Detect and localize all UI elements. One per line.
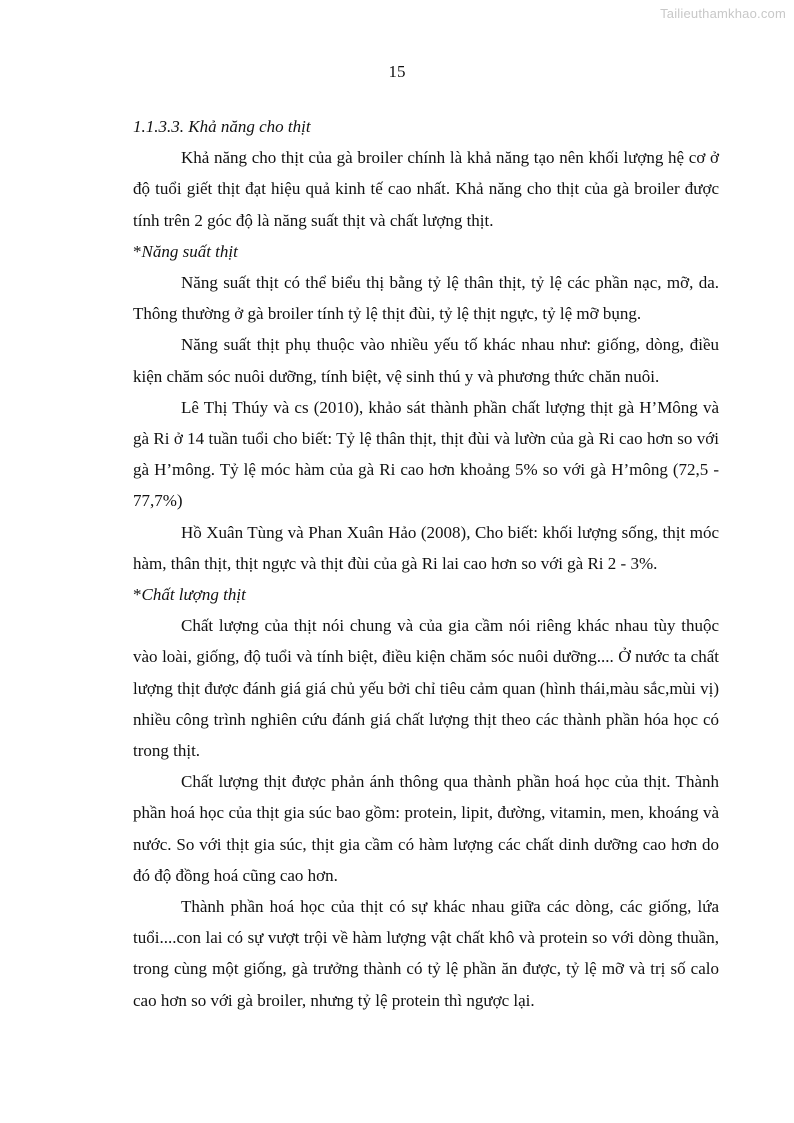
watermark: Tailieuthamkhao.com — [660, 6, 786, 21]
meat-yield-paragraph-4: Hồ Xuân Tùng và Phan Xuân Hảo (2008), Cho biết: khối lượng sống, thịt móc hàm, thân thịt, thịt ngực và thịt đùi của gà Ri lai cao hơn so với gà Ri 2 - 3%. — [133, 522, 719, 573]
section-heading: 1.1.3.3. Khả năng cho thịt — [133, 117, 311, 136]
meat-quality-marker: * — [133, 585, 142, 605]
meat-quality-paragraph-1: Chất lượng của thịt nói chung và của gia cầm nói riêng khác nhau tùy thuộc vào loài, giống, độ tuổi và tính biệt, điều kiện chăm sóc nuôi dưỡng.... Ở nước ta chất lượng thịt được đánh giá giá chủ yếu bởi chỉ tiêu cảm quan (hình thái,màu sắc,mùi vị) nhiều công trình nghiên cứu đánh giá chất lượng thịt theo các thành phần hóa học có trong thịt. — [133, 616, 719, 761]
meat-quality-paragraph-2: Chất lượng thịt được phản ánh thông qua thành phần hoá học của thịt. Thành phần hoá học của thịt gia súc bao gồm: protein, lipit, đường, vitamin, men, khoáng và nước. So với thịt gia súc, thịt gia cầm có hàm lượng các chất dinh dưỡng cao hơn do đó độ đồng hoá cũng cao hơn. — [133, 772, 719, 885]
meat-yield-paragraph-2: Năng suất thịt phụ thuộc vào nhiều yếu tố khác nhau như: giống, dòng, điều kiện chăm sóc nuôi dưỡng, tính biệt, vệ sinh thú y và phương thức chăn nuôi. — [133, 335, 719, 386]
meat-yield-heading — [133, 236, 719, 267]
meat-yield-paragraph-3: Lê Thị Thúy và cs (2010), khảo sát thành phần chất lượng thịt gà H’Mông và gà Ri ở 14 tuần tuổi cho biết: Tỷ lệ thân thịt, thịt đùi và lườn của gà Ri cao hơn so với gà H’mông. Tỷ lệ móc hàm của gà Ri cao hơn khoảng 5% so với gà H’mông (72,5 - 77,7%) — [133, 397, 719, 511]
meat-yield-title: Năng suất thịt — [141, 241, 238, 261]
meat-quality-paragraph-3: Thành phần hoá học của thịt có sự khác nhau giữa các dòng, các giống, lứa tuổi....con lai có sự vượt trội về hàm lượng vật chất khô và protein so với dòng thuần, trong cùng một giống, gà trưởng thành có tỷ lệ phần ăn được, tỷ lệ mỡ và trị số calo cao hơn so với gà broiler, nhưng tỷ lệ protein thì ngược lại. — [133, 897, 719, 1010]
meat-yield-paragraph-1: Năng suất thịt có thể biểu thị bằng tỷ lệ thân thịt, tỷ lệ các phần nạc, mỡ, da. Thông thường ở gà broiler tính tỷ lệ thịt đùi, tỷ lệ thịt ngực, tỷ lệ mỡ bụng. — [133, 273, 719, 324]
document-body — [133, 111, 719, 1016]
meat-quality-heading — [133, 579, 719, 610]
meat-yield-marker: * — [133, 241, 142, 261]
intro-paragraph: Khả năng cho thịt của gà broiler chính là khả năng tạo nên khối lượng hệ cơ ở độ tuổi giết thịt đạt hiệu quả kinh tế cao nhất. Khả năng cho thịt của gà broiler được tính trên 2 góc độ là năng suất thịt và chất lượng thịt. — [133, 148, 719, 230]
meat-quality-title: Chất lượng thịt — [141, 585, 246, 605]
page-number: 15 — [388, 62, 406, 81]
